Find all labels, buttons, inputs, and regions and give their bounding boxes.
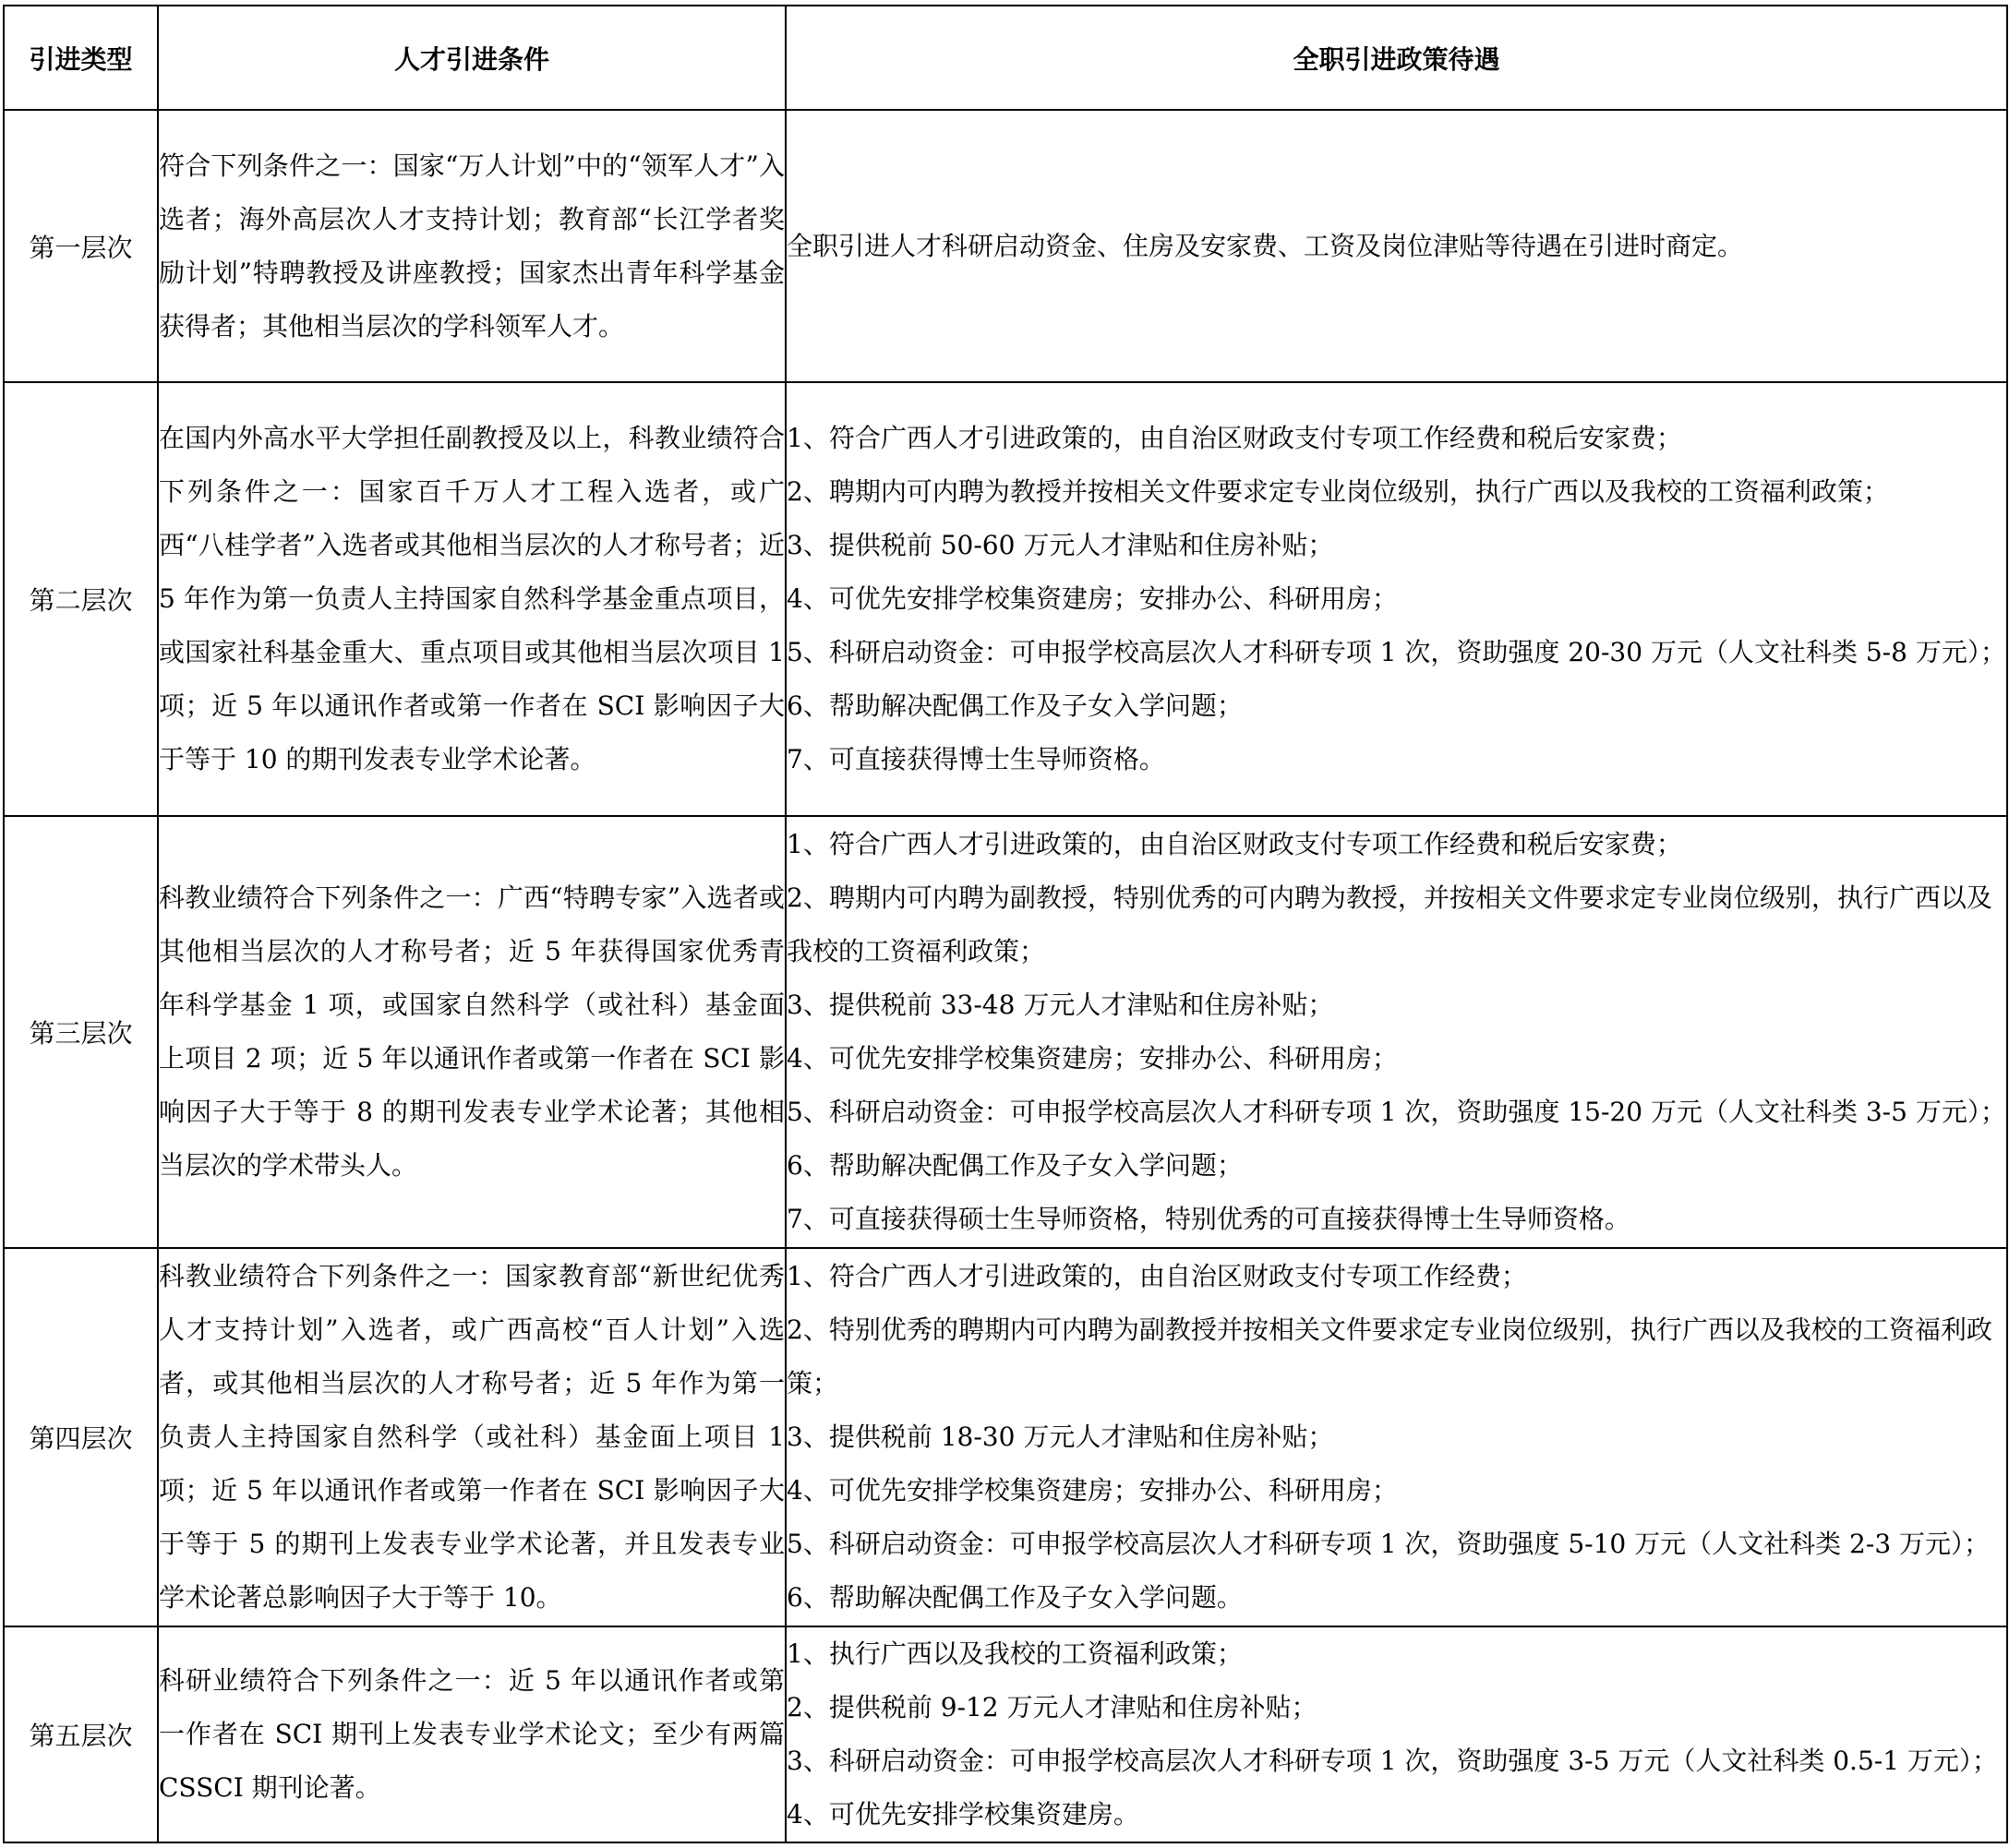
condition-text: 在国内外高水平大学担任副教授及以上，科教业绩符合下列条件之一：国家百千万人才工程入选者，或广西“八桂学者”入选者或其他相当层次的人才称号者；近 5 年作为第一负责人主持国家自然科学基金重点项目，或国家社科基金重大、重点项目或其他相当层次项目 1 项；近 5 年以通讯作者或第一作者在 SCI 影响因子大于等于 10 的期刊发表专业学术论著。 xyxy=(159,423,785,774)
row-benefits xyxy=(786,110,2007,382)
benefit-item: 3、科研启动资金：可申报学校高层次人才科研专项 1 次，资助强度 3-5 万元（人文社科类 0.5-1 万元）； xyxy=(787,1746,1998,1776)
benefit-item: 4、可优先安排学校集资建房；安排办公、科研用房； xyxy=(787,1475,1398,1506)
benefit-item: 2、提供税前 9-12 万元人才津贴和住房补贴； xyxy=(787,1692,1317,1722)
row-condition xyxy=(158,382,786,816)
condition-text: 科教业绩符合下列条件之一：国家教育部“新世纪优秀人才支持计划”入选者，或广西高校“百人计划”入选者，或其他相当层次的人才称号者；近 5 年作为第一负责人主持国家自然科学（或社科）基金面上项目 1 项；近 5 年以通讯作者或第一作者在 SCI 影响因子大于等于 5 的期刊上发表专业学术论著，并且发表专业学术论著总影响因子大于等于 10。 xyxy=(159,1261,785,1613)
row-condition xyxy=(158,1626,786,1842)
row-type: 第三层次 xyxy=(4,816,158,1248)
table-header-row xyxy=(4,6,2007,110)
table-row xyxy=(4,382,2007,816)
condition-text: 符合下列条件之一：国家“万人计划”中的“领军人才”入选者；海外高层次人才支持计划；教育部“长江学者奖励计划”特聘教授及讲座教授；国家杰出青年科学基金获得者；其他相当层次的学科领军人才。 xyxy=(159,150,785,342)
benefit-item: 4、可优先安排学校集资建房；安排办公、科研用房； xyxy=(787,583,1398,614)
row-condition xyxy=(158,110,786,382)
row-condition xyxy=(158,1248,786,1626)
condition-text: 科研业绩符合下列条件之一：近 5 年以通讯作者或第一作者在 SCI 期刊上发表专业学术论文；至少有两篇 CSSCI 期刊论著。 xyxy=(159,1665,785,1803)
benefit-item: 6、帮助解决配偶工作及子女入学问题； xyxy=(787,690,1243,721)
benefit-item: 1、符合广西人才引进政策的，由自治区财政支付专项工作经费和税后安家费； xyxy=(787,423,1682,453)
row-type: 第二层次 xyxy=(4,382,158,816)
benefit-item: 2、特别优秀的聘期内可内聘为副教授并按相关文件要求定专业岗位级别，执行广西以及我校的工资福利政策； xyxy=(787,1314,1992,1398)
benefit-item: 3、提供税前 50-60 万元人才津贴和住房补贴； xyxy=(787,530,1334,560)
benefit-item: 1、符合广西人才引进政策的，由自治区财政支付专项工作经费； xyxy=(787,1261,1527,1291)
benefit-item: 4、可优先安排学校集资建房；安排办公、科研用房； xyxy=(787,1043,1398,1074)
benefit-item: 3、提供税前 18-30 万元人才津贴和住房补贴； xyxy=(787,1422,1334,1452)
header-condition: 人才引进条件 xyxy=(158,6,786,110)
benefit-item: 5、科研启动资金：可申报学校高层次人才科研专项 1 次，资助强度 5-10 万元（人文社科类 2-3 万元）； xyxy=(787,1529,1991,1559)
benefit-item: 6、帮助解决配偶工作及子女入学问题； xyxy=(787,1150,1243,1181)
benefit-item: 2、聘期内可内聘为副教授，特别优秀的可内聘为教授，并按相关文件要求定专业岗位级别，执行广西以及我校的工资福利政策； xyxy=(787,882,1992,966)
row-type: 第四层次 xyxy=(4,1248,158,1626)
talent-policy-table xyxy=(3,5,2008,1843)
benefit-item: 2、聘期内可内聘为教授并按相关文件要求定专业岗位级别，执行广西以及我校的工资福利政策； xyxy=(787,476,1889,507)
benefit-item: 1、符合广西人才引进政策的，由自治区财政支付专项工作经费和税后安家费； xyxy=(787,829,1682,859)
benefit-item: 4、可优先安排学校集资建房。 xyxy=(787,1799,1139,1830)
benefit-item: 7、可直接获得博士生导师资格。 xyxy=(787,744,1165,774)
condition-text: 科教业绩符合下列条件之一：广西“特聘专家”入选者或其他相当层次的人才称号者；近 5 年获得国家优秀青年科学基金 1 项，或国家自然科学（或社科）基金面上项目 2 项；近 5 年以通讯作者或第一作者在 SCI 影响因子大于等于 8 的期刊发表专业学术论著；其他相当层次的学术带头人。 xyxy=(159,882,785,1181)
benefit-item: 1、执行广西以及我校的工资福利政策； xyxy=(787,1638,1243,1669)
row-condition xyxy=(158,816,786,1248)
table-row xyxy=(4,816,2007,1248)
benefit-item: 全职引进人才科研启动资金、住房及安家费、工资及岗位津贴等待遇在引进时商定。 xyxy=(787,230,1744,261)
benefit-item: 5、科研启动资金：可申报学校高层次人才科研专项 1 次，资助强度 20-30 万元（人文社科类 5-8 万元）； xyxy=(787,637,2006,667)
table-row xyxy=(4,1248,2007,1626)
row-benefits xyxy=(786,816,2007,1248)
benefit-item: 6、帮助解决配偶工作及子女入学问题。 xyxy=(787,1582,1243,1613)
row-benefits xyxy=(786,1248,2007,1626)
benefit-item: 5、科研启动资金：可申报学校高层次人才科研专项 1 次，资助强度 15-20 万元（人文社科类 3-5 万元）； xyxy=(787,1097,2006,1127)
row-benefits xyxy=(786,382,2007,816)
table-row xyxy=(4,1626,2007,1842)
row-benefits xyxy=(786,1626,2007,1842)
benefit-item: 3、提供税前 33-48 万元人才津贴和住房补贴； xyxy=(787,990,1334,1020)
header-benefits: 全职引进政策待遇 xyxy=(786,6,2007,110)
benefit-item: 7、可直接获得硕士生导师资格，特别优秀的可直接获得博士生导师资格。 xyxy=(787,1204,1630,1234)
row-type: 第一层次 xyxy=(4,110,158,382)
table-row xyxy=(4,110,2007,382)
row-type: 第五层次 xyxy=(4,1626,158,1842)
header-type: 引进类型 xyxy=(4,6,158,110)
